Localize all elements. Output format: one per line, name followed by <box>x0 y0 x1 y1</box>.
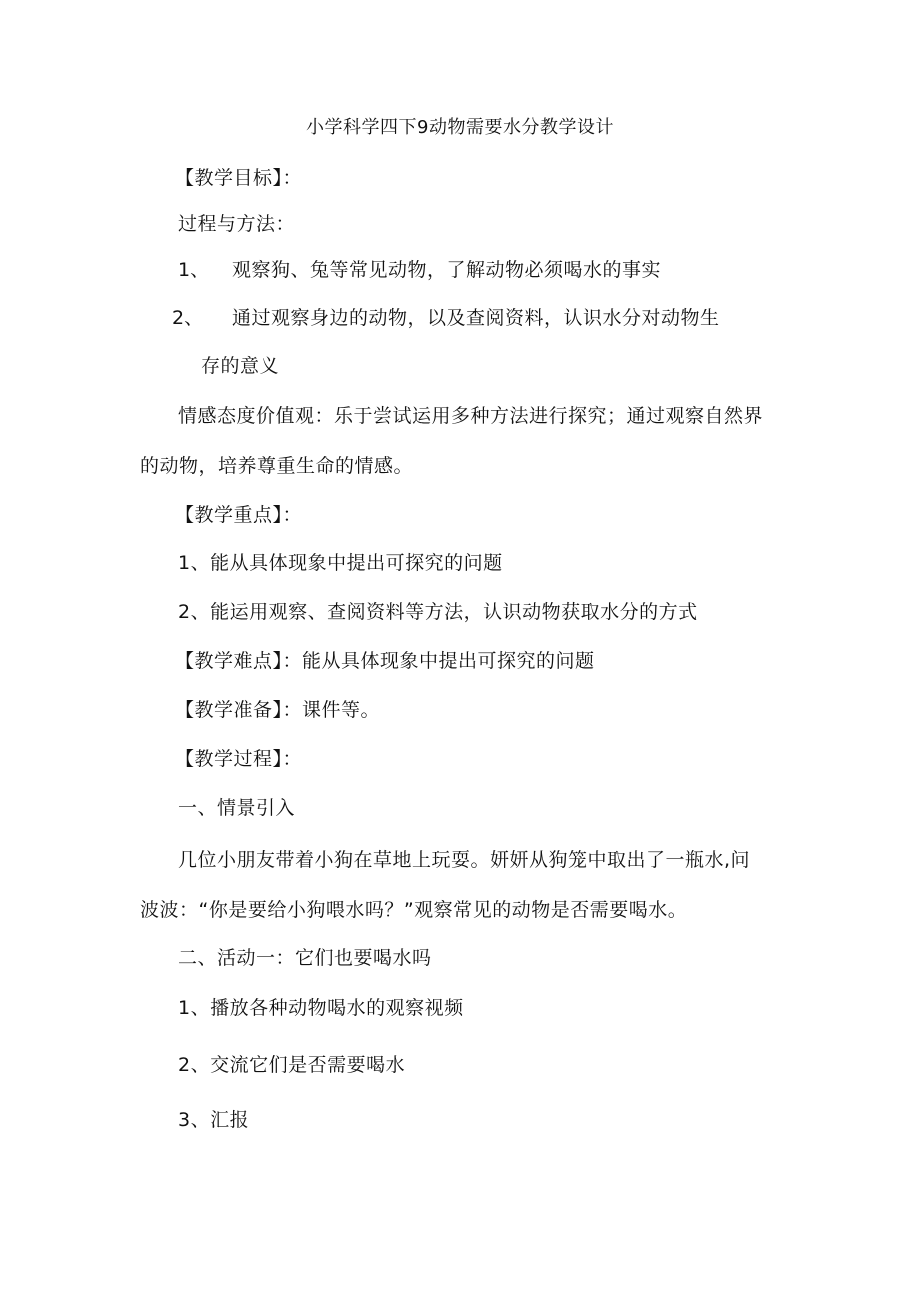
process-method-label: 过程与方法： <box>178 213 296 235</box>
section1-line-1: 几位小朋友带着小狗在草地上玩耍。妍妍从狗笼中取出了一瓶水,问 <box>178 849 751 871</box>
goal-item-1-text: 观察狗、兔等常见动物，了解动物必须喝水的事实 <box>232 259 662 281</box>
key-points-heading: 【教学重点】： <box>175 504 303 526</box>
section2-item-3: 3、汇报 <box>178 1109 250 1131</box>
goal-item-2-number: 2、 <box>172 307 204 329</box>
section2-item-1: 1、播放各种动物喝水的观察视频 <box>178 997 464 1019</box>
emotion-line-2: 的动物，培养尊重生命的情感。 <box>140 455 414 477</box>
goal-item-2-text: 通过观察身边的动物，以及查阅资料，认识水分对动物生 <box>232 307 720 329</box>
section1-line-2: 波波：“你是要给小狗喂水吗？”观察常见的动物是否需要喝水。 <box>140 899 688 921</box>
goal-item-1-number: 1、 <box>178 259 210 281</box>
difficulty-line: 【教学难点】：能从具体现象中提出可探究的问题 <box>175 650 595 672</box>
emotion-line-1: 情感态度价值观：乐于尝试运用多种方法进行探究；通过观察自然界 <box>178 405 764 427</box>
section2-item-2: 2、交流它们是否需要喝水 <box>178 1054 406 1076</box>
key-point-2: 2、能运用观察、查阅资料等方法，认识动物获取水分的方式 <box>178 601 698 623</box>
preparation-line: 【教学准备】：课件等。 <box>175 699 381 721</box>
section2-heading: 二、活动一：它们也要喝水吗 <box>178 947 432 969</box>
process-heading: 【教学过程】： <box>175 748 303 770</box>
goal-item-2-continuation: 存的意义 <box>201 355 280 377</box>
key-point-1: 1、能从具体现象中提出可探究的问题 <box>178 552 503 574</box>
goals-heading: 【教学目标】： <box>175 167 303 189</box>
document-title: 小学科学四下9动物需要水分教学设计 <box>306 117 614 138</box>
section1-heading: 一、情景引入 <box>178 797 296 819</box>
